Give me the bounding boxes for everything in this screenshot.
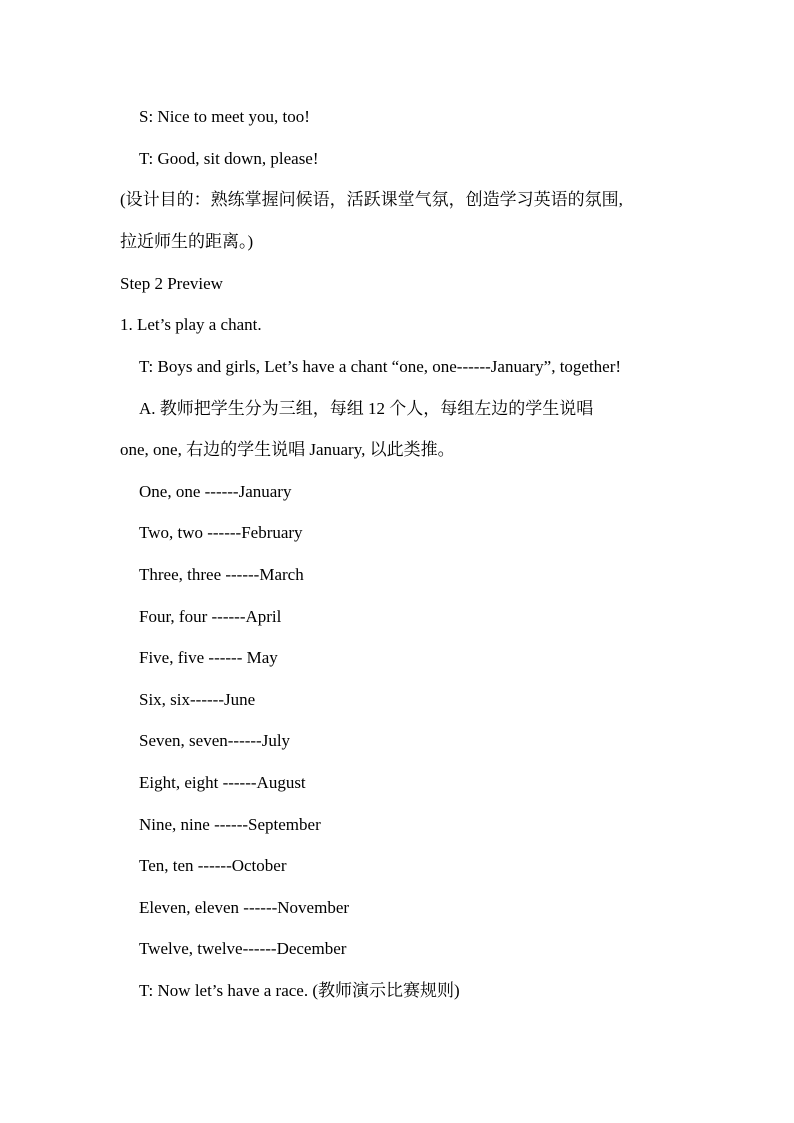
design-purpose-line-1: (设计目的：熟练掌握问候语，活跃课堂气氛，创造学习英语的氛围, — [120, 190, 623, 209]
chant-line-june: Six, six------June — [139, 690, 256, 709]
teacher-instruction: T: Boys and girls, Let’s have a chant “one, one------January”, together! — [139, 357, 622, 376]
chant-line-march: Three, three ------March — [139, 565, 304, 584]
step-heading: Step 2 Preview — [120, 274, 223, 293]
dialogue-line-student-reply: S: Nice to meet you, too! — [139, 107, 310, 126]
activity-description-line-2: one, one, 右边的学生说唱 January, 以此类推。 — [120, 440, 455, 459]
chant-line-february: Two, two ------February — [139, 523, 303, 542]
teacher-race-instruction: T: Now let’s have a race. (教师演示比赛规则) — [139, 981, 460, 1000]
chant-line-september: Nine, nine ------September — [139, 815, 321, 834]
chant-line-november: Eleven, eleven ------November — [139, 898, 350, 917]
design-purpose-line-2: 拉近师生的距离。) — [120, 232, 254, 251]
chant-line-april: Four, four ------April — [139, 607, 282, 626]
activity-description-line-1: A. 教师把学生分为三组，每组 12 个人，每组左边的学生说唱 — [139, 399, 594, 418]
dialogue-line-teacher-sit-down: T: Good, sit down, please! — [139, 149, 319, 168]
chant-line-december: Twelve, twelve------December — [139, 939, 347, 958]
activity-heading: 1. Let’s play a chant. — [120, 315, 262, 334]
chant-line-august: Eight, eight ------August — [139, 773, 306, 792]
chant-line-may: Five, five ------ May — [139, 648, 278, 667]
chant-line-january: One, one ------January — [139, 482, 292, 501]
chant-line-july: Seven, seven------July — [139, 731, 291, 750]
chant-line-october: Ten, ten ------October — [139, 856, 287, 875]
